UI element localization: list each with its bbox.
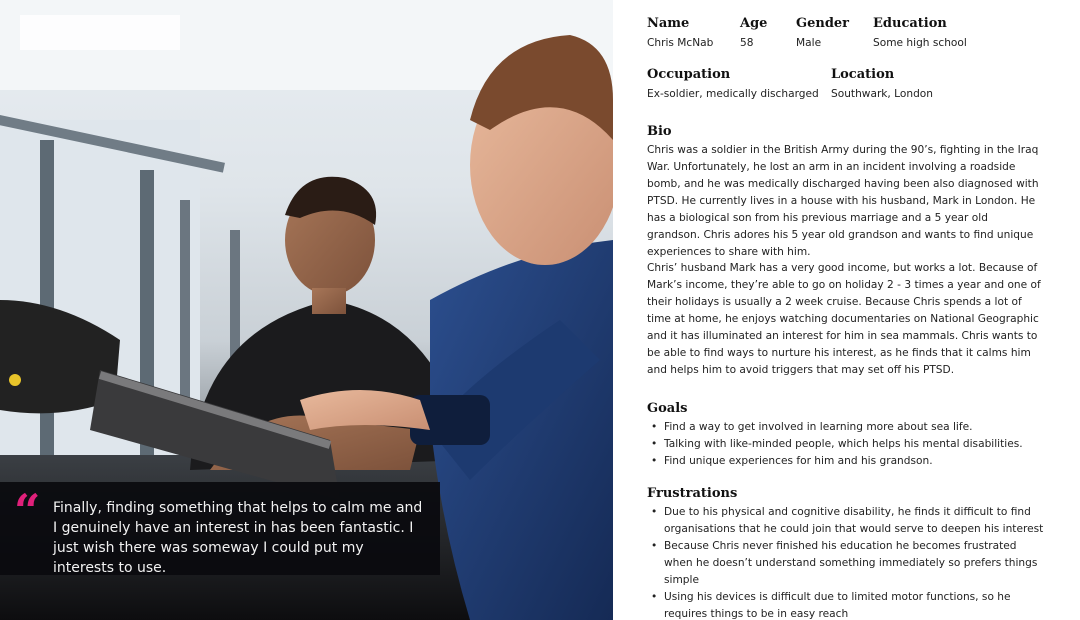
- persona-info-panel: [613, 0, 1080, 620]
- goals-list: [647, 419, 1047, 470]
- list-item: • Find unique experiences for him and his grandson.: [647, 453, 1047, 470]
- gender-label: Gender: [796, 16, 850, 31]
- quote-mark-icon: “: [14, 484, 41, 538]
- list-item: • Using his devices is difficult due to limited motor functions, so he requires things to be in easy reach: [647, 589, 1047, 620]
- occupation-value: Ex-soldier, medically discharged: [647, 88, 819, 100]
- name-label: Name: [647, 16, 690, 31]
- list-item: • Talking with like-minded people, which helps his mental disabilities.: [647, 436, 1047, 453]
- ceiling-light: [20, 15, 180, 50]
- bio-paragraph-1: Chris was a soldier in the British Army during the 90’s, fighting in the Iraq War. Unfortunately, he lost an arm in an incident involving a roadside bomb, and he was medically discharged having been also diagnosed with PTSD. He currently lives in a house with his husband, Mark in London. He has a biological son from his previous marriage and a 5 year old grandson. Chris adores his 5 year old grandson and wants to find unique experiences to share with him.: [647, 144, 1039, 258]
- frustrations-title: Frustrations: [647, 486, 738, 501]
- education-field: [873, 16, 967, 50]
- quote-text: Finally, finding something that helps to calm me and I genuinely have an interest in has been fantastic. I just wish there was someway I could put my interests to use.: [53, 500, 423, 576]
- frustrations-list: [647, 504, 1047, 620]
- name-value: Chris McNab: [647, 37, 714, 49]
- list-item: • Due to his physical and cognitive disability, he finds it difficult to find organisations that he could join that would serve to deepen his interest: [647, 504, 1047, 538]
- list-item: • Because Chris never finished his education he becomes frustrated when he doesn’t understand something immediately so prefers things simple: [647, 538, 1047, 589]
- location-label: Location: [831, 67, 895, 82]
- age-value: 58: [740, 37, 754, 49]
- bio-paragraph-2: Chris’ husband Mark has a very good income, but works a lot. Because of Mark’s income, they’re able to go on holiday 2 - 3 times a year and one of their holidays is usually a 2 week cruise. Because Chris spends a lot of time at home, he enjoys watching documentaries on National Geographic and it has illuminated an interest for him in sea mammals. Chris wants to be able to find ways to nurture his interest, as he finds that it calms him and helps him to avoid triggers that may set off his PTSD.: [647, 262, 1041, 376]
- goals-title: Goals: [647, 401, 688, 416]
- education-value: Some high school: [873, 37, 967, 49]
- bio-title: Bio: [647, 124, 672, 139]
- education-label: Education: [873, 16, 947, 31]
- age-label: Age: [740, 16, 768, 31]
- location-value: Southwark, London: [831, 88, 934, 100]
- gender-field: [796, 16, 849, 50]
- gender-value: Male: [796, 37, 822, 49]
- occupation-label: Occupation: [647, 67, 731, 82]
- location-field: [831, 67, 933, 101]
- name-field: [647, 16, 713, 50]
- age-field: [740, 16, 767, 50]
- list-item: • Find a way to get involved in learning more about sea life.: [647, 419, 1047, 436]
- occupation-field: [647, 67, 819, 101]
